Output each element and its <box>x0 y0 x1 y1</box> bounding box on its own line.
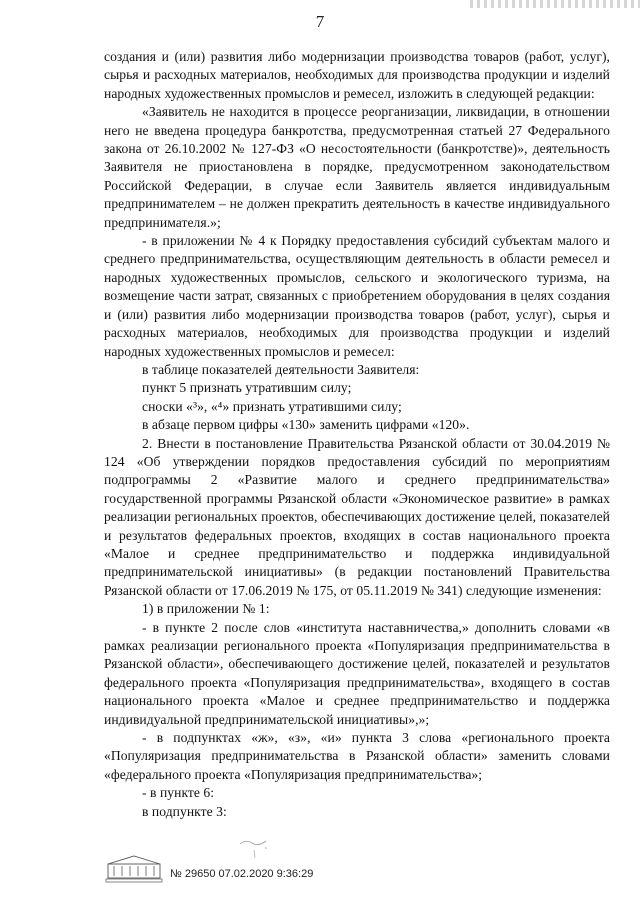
paragraph: - в пункте 6: <box>142 785 215 801</box>
paragraph: в абзаце первом цифры «130» заменить цифрами «120». <box>142 417 470 433</box>
paragraph: - в подпунктах «ж», «з», «и» пункта 3 слова «регионального проекта «Популяризация предпринимательства в Рязанской области» заменить словами «федерального проекта «Популяризация предпринимательства»; <box>104 730 610 782</box>
paragraph: пункт 5 признать утратившим силу; <box>142 380 352 396</box>
page-number: 7 <box>315 12 325 31</box>
document-footer <box>104 868 504 892</box>
paragraph: сноски «³», «⁴» признать утратившими силу; <box>142 398 402 414</box>
building-stamp-icon <box>104 854 164 884</box>
paragraph: - в пункте 2 после слов «института наставничества,» дополнить словами «в рамках реализации регионального проекта «Популяризация предпринимательства в Рязанской области», обеспечивающего достижение целей, показателей и результатов федерального проекта «Популяризация предпринимательства», входящего в состав национального проекта «Малое и среднее предпринимательство и поддержка индивидуальной предпринимательской инициативы»,»; <box>104 619 610 727</box>
document-body <box>104 48 610 821</box>
paragraph: в таблице показателей деятельности Заявителя: <box>142 361 420 377</box>
paragraph: создания и (или) развития либо модернизации производства товаров (работ, услуг), сырья и расходных материалов, необходимых для производства продукции и изделий народных художественных промыслов и ремесел, изложить в следующей редакции: <box>104 49 610 101</box>
paragraph: - в приложении № 4 к Порядку предоставления субсидий субъектам малого и среднего предпринимательства, осуществляющим деятельность в области ремесел и народных художественных промыслов, сельского и экологического туризма, на возмещение части затрат, связанных с приобретением оборудования в целях создания и (или) развития либо модернизации производства товаров (работ, услуг), сырья и расходных материалов, необходимых для производства продукции и изделий народных художественных промыслов и ремесел: <box>104 233 610 359</box>
paragraph: 2. Внести в постановление Правительства Рязанской области от 30.04.2019 № 124 «Об утверждении порядков предоставления субсидий по мероприятиям подпрограммы 2 «Развитие малого и среднего предпринимательства» государственной программы Рязанской области «Экономическое развитие» в рамках реализации региональных проектов, обеспечивающих достижение целей, показателей и результатов федеральных проектов, входящих в состав национального проекта «Малое и среднее предпринимательство и поддержка индивидуальной предпринимательской инициативы» (в редакции постановлений Правительства Рязанской области от 17.06.2019 № 175, от 05.11.2019 № 341) следующие изменения: <box>104 435 610 598</box>
paragraph: «Заявитель не находится в процессе реорганизации, ликвидации, в отношении него не введена процедура банкротства, предусмотренная статьей 27 Федерального закона от 26.10.2002 № 127-ФЗ «О несостоятельности (банкротстве)», деятельность Заявителя не приостановлена в порядке, предусмотренном законодательством Российской Федерации, в случае если Заявитель является индивидуальным предпринимателем – не должен прекратить деятельность в качестве индивидуального предпринимателя.»; <box>104 104 610 230</box>
paragraph: в подпункте 3: <box>142 803 227 819</box>
handwritten-mark <box>236 836 276 862</box>
scan-artifact <box>470 0 640 8</box>
document-registration-id: № 29650 07.02.2020 9:36:29 <box>170 868 314 880</box>
paragraph: 1) в приложении № 1: <box>142 601 270 617</box>
